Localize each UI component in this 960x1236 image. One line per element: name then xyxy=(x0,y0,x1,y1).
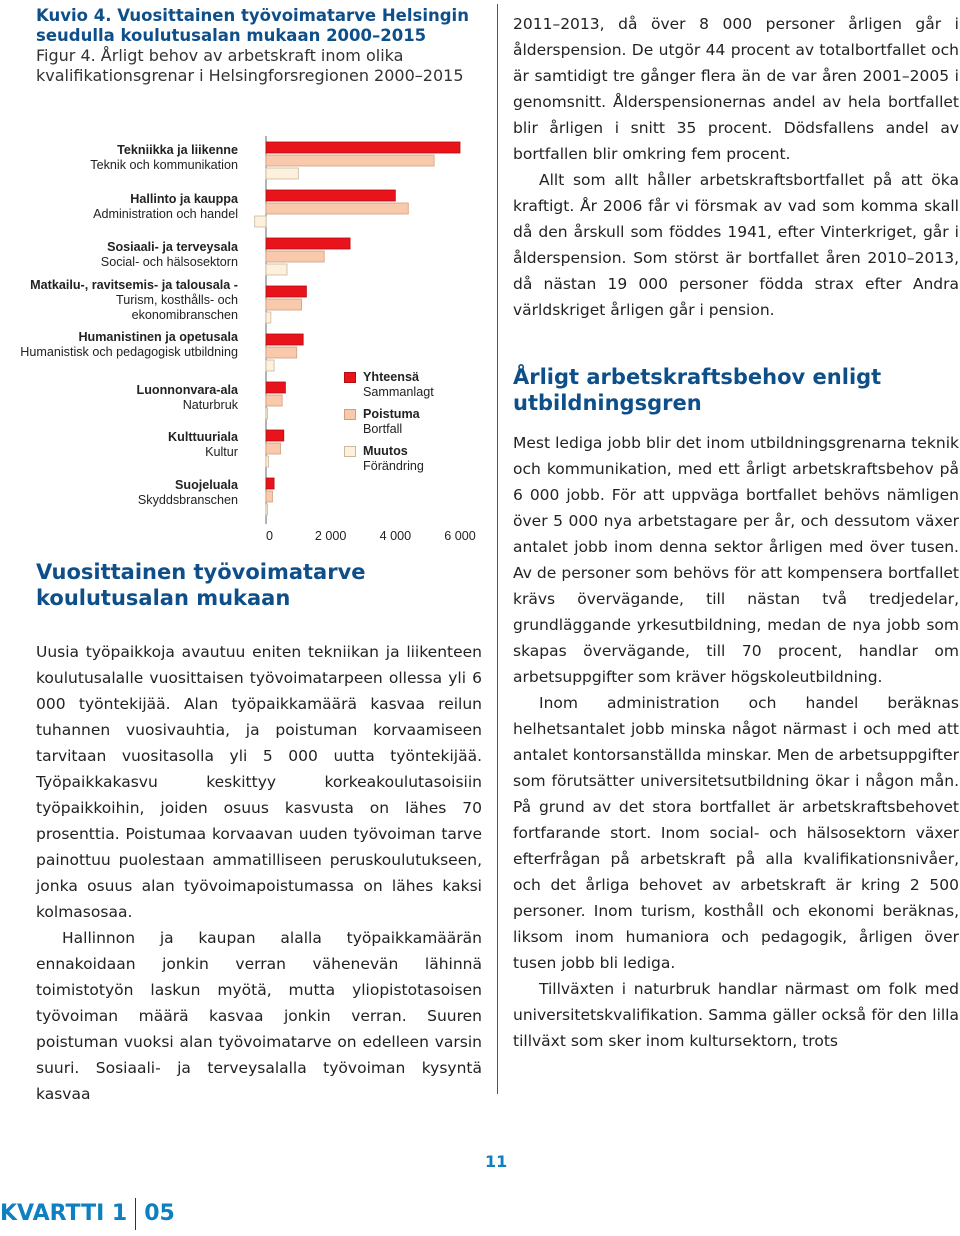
category-label: Hallinto ja kauppa Administration och handel xyxy=(93,192,238,221)
right-section-heading: Årligt arbetskraftsbehov enligt utbildningsgren xyxy=(513,365,882,415)
category-label: Sosiaali- ja terveysala Social- och hälsosektorn xyxy=(100,240,238,269)
category-label: Tekniikka ja liikenne Teknik och kommunikation xyxy=(90,143,238,172)
left-paragraph-2: Hallinnon ja kaupan alalla työpaikkamäärän ennakoidaan jonkin verran vähenevän lähinnä toimistotyön laskun myötä, mutta yliopistotasoisen työvoiman määrä kasvaa jonkin verran. Suuren poistuman vuoksi alan työvoimatarve on edelleen varsin suuri. Sosiaali- ja terveysalalla työvoiman kysyntä kasvaa xyxy=(36,929,482,1103)
bar-muutos-2 xyxy=(255,216,266,227)
category-label: Luonnonvara-ala Naturbruk xyxy=(136,383,238,412)
bar-yhteensä-3 xyxy=(266,238,350,249)
bar-yhteensä-7 xyxy=(266,430,284,441)
bar-yhteensä-2 xyxy=(266,190,395,201)
bar-muutos-3 xyxy=(266,264,287,275)
bar-muutos-5 xyxy=(266,360,274,371)
x-tick-label: 6 000 xyxy=(444,529,476,543)
left-body-text xyxy=(36,639,482,1107)
bar-poistuma-3 xyxy=(266,251,324,262)
legend-swatch-change xyxy=(344,446,356,457)
figure-title: Kuvio 4. Vuosittainen työvoimatarve Helsingin seudulla koulutusalan mukaan 2000–2015 xyxy=(36,6,469,45)
x-tick-label: 4 000 xyxy=(379,529,412,543)
footer-publication xyxy=(0,1198,175,1230)
x-tick-label: 0 xyxy=(266,529,274,543)
category-label: Humanistinen ja opetusala Humanistisk och pedagogisk utbildning xyxy=(20,330,238,359)
bar-muutos-8 xyxy=(266,504,268,515)
bar-poistuma-7 xyxy=(266,443,281,454)
right-paragraph-2: Allt som allt håller arbetskraftsbortfallet på att öka kraftigt. År 2006 får vi försmak av vad som komma skall då den årskull som föddes 1941, efter Vinterkriget, går i ålderspension. Som störst är bortfallet åren 2010–2013, då nästan 19 000 personer födda strax efter Andra världskriget årligen går i pension. xyxy=(513,171,959,319)
x-tick-label: 2 000 xyxy=(314,529,347,543)
bar-poistuma-5 xyxy=(266,347,297,358)
bar-muutos-6 xyxy=(266,408,268,419)
right-body-text-top xyxy=(513,11,959,323)
right-body-text xyxy=(513,430,959,1054)
bar-muutos-7 xyxy=(266,456,269,467)
bar-chart xyxy=(0,0,500,560)
bar-poistuma-1 xyxy=(266,155,434,166)
bar-yhteensä-4 xyxy=(266,286,306,297)
right-paragraph-3: Mest lediga jobb blir det inom utbildningsgrenarna teknik och kommunikation, med ett årligt arbetskraftsbehov på 6 000 jobb. För att uppväga bortfallet behövs nämligen över 5 000 nya arbetstagare per år, och dessutom växer antalet jobb inom denna sektor årligen med över tusen. Av de personer som behövs för att kompensera bortfallet krävs övervägande, till nästan två tredjedelar, grundläggande yrkesutbildning, medan de nya jobb som skapas övervägande, till 70 procent, handlar om arbetsuppgifter som kräver högskoleutbildning. xyxy=(513,434,959,686)
bar-poistuma-6 xyxy=(266,395,282,406)
footer-separator xyxy=(135,1198,136,1230)
bar-poistuma-4 xyxy=(266,299,302,310)
category-label: Suojeluala Skyddsbranschen xyxy=(137,478,238,507)
figure-subtitle: Figur 4. Årligt behov av arbetskraft inom olika kvalifikationsgrenar i Helsingforsregionen 2000–2015 xyxy=(36,46,464,85)
bar-yhteensä-6 xyxy=(266,382,285,393)
left-section-heading: Vuosittainen työvoimatarve koulutusalan mukaan xyxy=(36,560,366,610)
bar-yhteensä-5 xyxy=(266,334,303,345)
bar-muutos-4 xyxy=(266,312,271,323)
bar-muutos-1 xyxy=(266,168,298,179)
right-paragraph-4: Inom administration och handel beräknas helhetsantalet jobb minska något närmast i och med att antalet kontorsanställda minskar. Men de arbetsuppgifter som förutsätter universitetsutbildning ökar i någon mån. På grund av det stora bortfallet är arbetskraftsbehovet fortfarande stort. Inom social- och hälsosektorn växer efterfrågan på arbetskraft på alla kvalifikationsnivåer, och det årliga behovet av arbetskraft är kring 2 500 personer. Inom turism, kosthåll och ekonomi beräknas, liksom inom humaniora och pedagogik, årligen över tusen jobb bli lediga. xyxy=(513,694,959,972)
bar-poistuma-8 xyxy=(266,491,272,502)
left-paragraph-1: Uusia työpaikkoja avautuu eniten tekniikan ja liikenteen koulutusalalle vuosittaisen työvoimatarpeen ollessa yli 6 000 työntekijää. Alan työpaikkamäärä kasvaa reilun tuhannen vuosivauhtia, ja poistuman korvaamiseen tarvitaan vuositasolla yli 5 000 uutta työntekijää. Työpaikkakasvu keskittyy korkeakoulutasoisiin työpaikkoihin, joiden osuus kasvusta on lähes 70 prosenttia. Poistumaa korvaavan uuden työvoiman tarve painottuu puolestaan ammatilliseen peruskoulutukseen, jonka osuus alan työvoimapoistumassa on lähes kaksi kolmasosaa. xyxy=(36,643,482,921)
publication-issue: 05 xyxy=(144,1201,175,1226)
publication-name: KVARTTI 1 xyxy=(0,1201,128,1226)
page-number: 11 xyxy=(485,1152,508,1171)
column-divider xyxy=(497,4,498,1094)
bar-yhteensä-1 xyxy=(266,142,460,153)
bar-yhteensä-8 xyxy=(266,478,274,489)
right-paragraph-1: 2011–2013, då över 8 000 personer årligen går i ålderspension. De utgör 44 procent av totalbortfallet och är samtidigt tre gånger flera än de var åren 2001–2005 i genomsnitt. Ålderspensionernas andel av hela bortfallet blir årligen i snitt 35 procent. Dödsfallens andel av bortfallen blir omkring fem procent. xyxy=(513,15,959,163)
legend-swatch-attrition xyxy=(344,409,356,420)
bar-poistuma-2 xyxy=(266,203,408,214)
right-paragraph-5: Tillväxten i naturbruk handlar närmast om folk med universitetskvalifikation. Samma gäller också för den lilla tillväxt som sker inom kultursektorn, trots xyxy=(513,980,959,1050)
legend-swatch-total xyxy=(344,372,356,383)
category-label: Kulttuuriala Kultur xyxy=(168,430,238,459)
category-label: Matkailu-, ravitsemis- ja talousala - Turism, kosthålls- och ekonomibranschen xyxy=(30,278,238,322)
